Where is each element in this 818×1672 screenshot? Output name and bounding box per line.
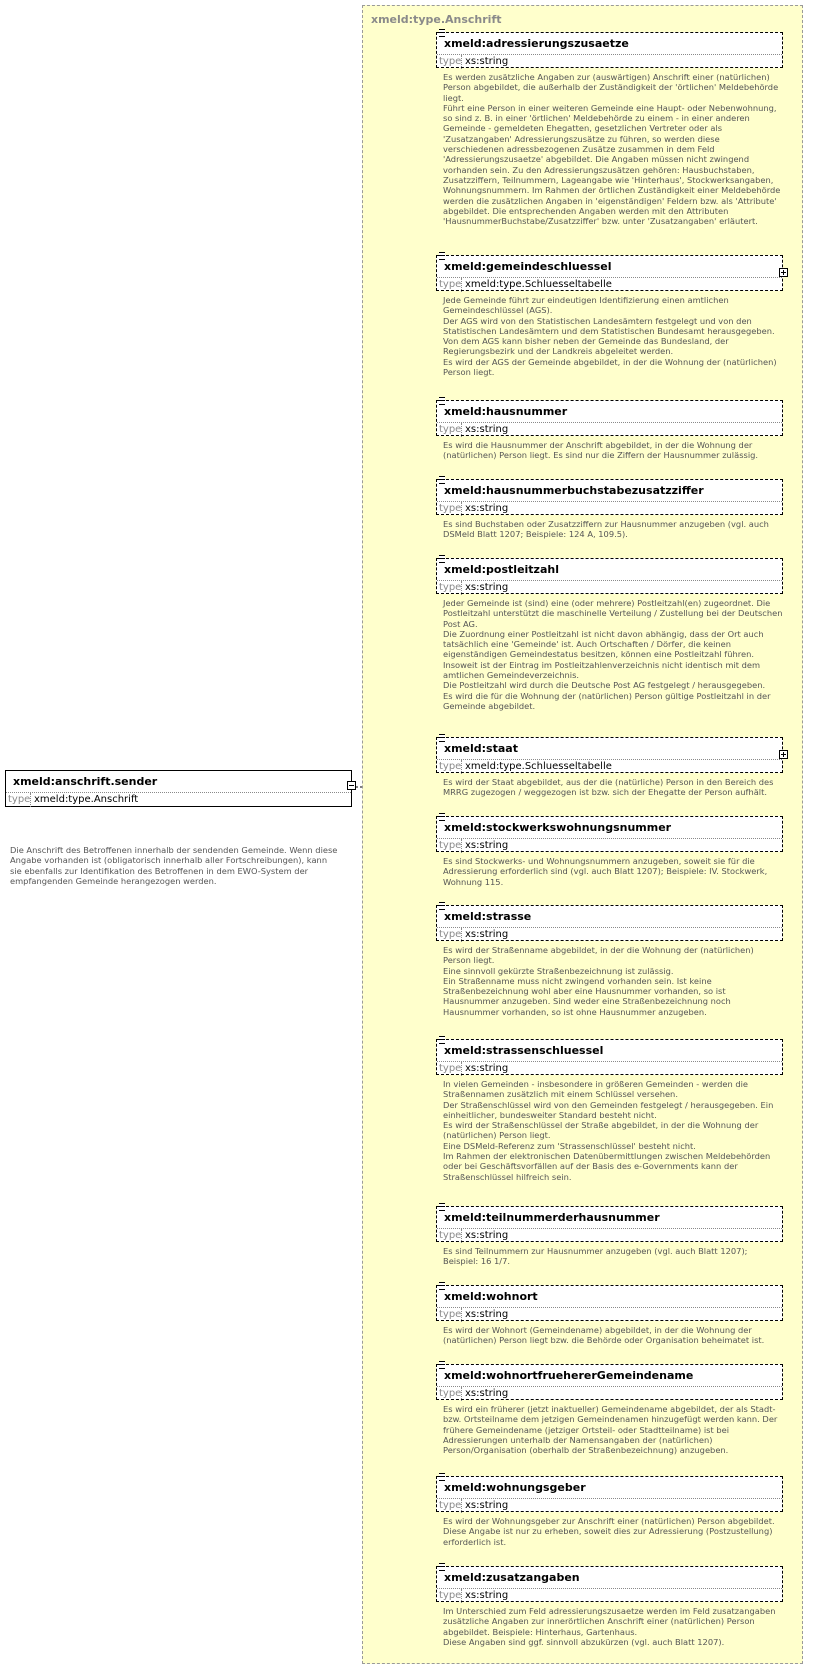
element-box-stockwerkswohnungsnummer[interactable]: [436, 816, 783, 852]
element-box-zusatzangaben[interactable]: [436, 1566, 783, 1602]
element-documentation-postleitzahl: Jeder Gemeinde ist (sind) eine (oder mehrere) Postleitzahl(en) zugeordnet. Die Postleitzahl unterstützt die maschinelle Verteilung / Zustellung bei der Deutschen Post AG. Die Zuordnung einer Postleitzahl ist nicht davon abhängig, dass der Ort auch tatsächlich eine 'Gemeinde' ist. Auch Ortschaften / Dörfer, die keinen eigenständigen Gemeindestatus besitzen, können eine Postleitzahl führen. Insoweit ist der Eintrag im Postleitzahlenverzeichnis nicht identisch mit dem amtlichen Gemeindeverzeichnis. Die Postleitzahl wird durch die Deutsche Post AG festgelegt / herausgegeben. Es wird die für die Wohnung der (natürlichen) Person gültige Postleitzahl in der Gemeinde abgebildet.: [443, 598, 783, 711]
element-type-label: type: [439, 1230, 462, 1241]
element-box-strassenschluessel[interactable]: [436, 1039, 783, 1075]
element-type-label: type: [439, 840, 462, 851]
element-name: xmeld:wohnungsgeber: [437, 1477, 782, 1499]
element-box-strasse[interactable]: [436, 905, 783, 941]
element-box-hausnummerbuchstabezusatzziffer[interactable]: [436, 479, 783, 515]
root-type-label: type: [8, 794, 31, 805]
element-type-row: [437, 1308, 782, 1322]
element-type-row: [437, 423, 782, 437]
element-attribute-icon: [439, 813, 445, 821]
element-type-label: type: [439, 503, 462, 514]
element-type-value: xs:string: [465, 1063, 509, 1074]
element-type-value: xs:string: [465, 840, 509, 851]
element-name: xmeld:strasse: [437, 906, 782, 928]
element-type-row: [437, 278, 782, 292]
element-box-staat[interactable]: [436, 737, 783, 773]
element-attribute-icon: [439, 1361, 445, 1369]
element-name: xmeld:postleitzahl: [437, 559, 782, 581]
element-name: xmeld:hausnummerbuchstabezusatzziffer: [437, 480, 782, 502]
element-type-row: [437, 581, 782, 595]
element-attribute-icon: [439, 734, 445, 742]
element-name: xmeld:strassenschluessel: [437, 1040, 782, 1062]
element-type-value: xs:string: [465, 1230, 509, 1241]
element-type-value: xs:string: [465, 1500, 509, 1511]
element-type-row: [437, 1589, 782, 1603]
element-name: xmeld:wohnort: [437, 1286, 782, 1308]
element-documentation-wohnungsgeber: Es wird der Wohnungsgeber zur Anschrift einer (natürlichen) Person abgebildet. Diese Angabe ist nur zu erheben, soweit dies zur Adressierung (Postzustellung) erforderlich ist.: [443, 1516, 775, 1547]
element-type-label: type: [439, 1500, 462, 1511]
element-attribute-icon: [439, 1473, 445, 1481]
element-type-label: type: [439, 1063, 462, 1074]
element-attribute-icon: [439, 29, 445, 37]
element-type-value: xs:string: [465, 1388, 509, 1399]
element-box-postleitzahl[interactable]: [436, 558, 783, 594]
element-type-label: type: [439, 1388, 462, 1399]
element-name: xmeld:gemeindeschluessel: [437, 256, 782, 278]
element-type-row: [437, 839, 782, 853]
element-type-value: xs:string: [465, 56, 509, 67]
element-type-row: [437, 502, 782, 516]
root-element-name: xmeld:anschrift.sender: [6, 771, 351, 793]
element-type-label: type: [439, 1309, 462, 1320]
element-attribute-icon: [439, 1036, 445, 1044]
expand-icon[interactable]: [779, 268, 788, 277]
root-element-box[interactable]: [5, 770, 352, 807]
element-documentation-staat: Es wird der Staat abgebildet, aus der die (natürliche) Person in den Bereich des MRRG zugezogen / weggezogen ist bzw. sich der Ehegatte der Person aufhält.: [443, 777, 774, 798]
root-type-row: [6, 793, 351, 807]
element-type-value: xmeld:type.Schluesseltabelle: [465, 279, 612, 290]
element-name: xmeld:staat: [437, 738, 782, 760]
expand-icon[interactable]: [779, 750, 788, 759]
element-attribute-icon: [439, 1563, 445, 1571]
element-type-value: xmeld:type.Schluesseltabelle: [465, 761, 612, 772]
element-documentation-stockwerkswohnungsnummer: Es sind Stockwerks- und Wohnungsnummern anzugeben, soweit sie für die Adressierung erforderlich sind (vgl. auch Blatt 1207); Beispiele: IV. Stockwerk, Wohnung 115.: [443, 856, 768, 887]
element-attribute-icon: [439, 1203, 445, 1211]
element-type-row: [437, 1229, 782, 1243]
element-name: xmeld:wohnortfruehererGemeindename: [437, 1365, 782, 1387]
element-type-label: type: [439, 582, 462, 593]
element-box-teilnummerderhausnummer[interactable]: [436, 1206, 783, 1242]
element-documentation-strassenschluessel: In vielen Gemeinden - insbesondere in größeren Gemeinden - werden die Straßennamen zusätzlich mit einem Schlüssel versehen. Der Straßenschlüssel wird von den Gemeinden festgelegt / herausgegeben. Ein einheitlicher, bundesweiter Standard besteht nicht. Es wird der Straßenschlüssel der Straße abgebildet, in der die Wohnung der (natürlichen) Person liegt. Eine DSMeld-Referenz zum 'Strassenschlüssel' besteht nicht. Im Rahmen der elektronischen Datenübermittlungen zwischen Meldebehörden oder bei Geschäftsvorfällen auf der Basis des e-Governments kann der Straßenschlüssel hilfreich sein.: [443, 1079, 774, 1182]
element-box-wohnungsgeber[interactable]: [436, 1476, 783, 1512]
element-type-row: [437, 928, 782, 942]
element-name: xmeld:teilnummerderhausnummer: [437, 1207, 782, 1229]
element-box-wohnortfrueherergemeindename[interactable]: [436, 1364, 783, 1400]
element-attribute-icon: [439, 1282, 445, 1290]
element-type-label: type: [439, 279, 462, 290]
element-attribute-icon: [439, 555, 445, 563]
element-type-row: [437, 1499, 782, 1513]
element-name: xmeld:zusatzangaben: [437, 1567, 782, 1589]
element-type-label: type: [439, 56, 462, 67]
root-documentation: Die Anschrift des Betroffenen innerhalb der sendenden Gemeinde. Wenn diese Angabe vorhanden ist (obligatorisch innerhalb aller Fortschreibungen), kann sie ebenfalls zur Identifikation des Betroffenen in dem EWO-System der empfangenden Gemeinde herangezogen werden.: [10, 845, 338, 886]
element-type-value: xs:string: [465, 503, 509, 514]
element-attribute-icon: [439, 397, 445, 405]
element-box-adressierungszusaetze[interactable]: [436, 32, 783, 68]
element-attribute-icon: [439, 252, 445, 260]
element-box-wohnort[interactable]: [436, 1285, 783, 1321]
element-attribute-icon: [439, 476, 445, 484]
element-name: xmeld:adressierungszusaetze: [437, 33, 782, 55]
element-documentation-hausnummerbuchstabezusatzziffer: Es sind Buchstaben oder Zusatzziffern zur Hausnummer anzugeben (vgl. auch DSMeld Blatt 1207; Beispiele: 124 A, 109.5).: [443, 519, 769, 540]
group-title: xmeld:type.Anschrift: [371, 13, 502, 26]
element-type-row: [437, 55, 782, 69]
element-type-value: xs:string: [465, 424, 509, 435]
element-type-row: [437, 1062, 782, 1076]
element-name: xmeld:hausnummer: [437, 401, 782, 423]
element-documentation-teilnummerderhausnummer: Es sind Teilnummern zur Hausnummer anzugeben (vgl. auch Blatt 1207); Beispiel: 16 1/7.: [443, 1246, 748, 1267]
root-collapse-icon[interactable]: [347, 781, 356, 790]
element-documentation-adressierungszusaetze: Es werden zusätzliche Angaben zur (auswärtigen) Anschrift einer (natürlichen) Person abgebildet, die außerhalb der Zuständigkeit der 'örtlichen' Meldebehörde liegt. Führt eine Person in einer weiteren Gemeinde eine Haupt- oder Nebenwohnung, so sind z. B. in einer 'örtlichen' Meldebehörde zu einem - in einer anderen Gemeinde - gemeldeten Ehegatten, gesetzlichen Vertreter oder als 'Zusatzangaben' Adressierungszusätze zu führen, so werden diese verschiedenen adressbezogenen Zusätze zusammen in dem Feld 'Adressierungszusaetze' abgebildet. Die Angaben müssen nicht zwingend vorhanden sein. Zu den Adressierungszusätzen gehören: Hausbuchstaben, Zusatzziffern, Teilnummern, Lageangabe wie 'Hinterhaus', Stockwerksangaben, Wohnungsnummern. Im Rahmen der örtlichen Zuständigkeit einer Meldebehörde werden die zusätzlichen Angaben in 'eigenständigen' Feldern bzw. als 'Attribute' abgebildet. Die entsprechenden Angaben werden mit den Attributen 'HausnummerBuchstabe/Zusatzziffer' bzw. unter 'Zusatzangaben' erläutert.: [443, 72, 781, 227]
element-type-row: [437, 1387, 782, 1401]
element-name: xmeld:stockwerkswohnungsnummer: [437, 817, 782, 839]
element-type-value: xs:string: [465, 582, 509, 593]
element-attribute-icon: [439, 902, 445, 910]
element-type-label: type: [439, 929, 462, 940]
element-type-value: xs:string: [465, 1309, 509, 1320]
element-box-hausnummer[interactable]: [436, 400, 783, 436]
element-type-value: xs:string: [465, 929, 509, 940]
element-documentation-hausnummer: Es wird die Hausnummer der Anschrift abgebildet, in der die Wohnung der (natürlichen) Person liegt. Es sind nur die Ziffern der Hausnummer zulässig.: [443, 440, 759, 461]
element-documentation-gemeindeschluessel: Jede Gemeinde führt zur eindeutigen Identifizierung einen amtlichen Gemeindeschlüssel (AGS). Der AGS wird von den Statistischen Landesämtern festgelegt und von den Statistischen Landesämtern und dem Statistischen Bundesamt herausgegeben. Von dem AGS kann bisher neben der Gemeinde das Bundesland, der Regierungsbezirk und der Landkreis abgeleitet werden. Es wird der AGS der Gemeinde abgebildet, in der die Wohnung der (natürlichen) Person liegt.: [443, 295, 777, 378]
element-type-label: type: [439, 761, 462, 772]
element-documentation-wohnortfrueherergemeindename: Es wird ein früherer (jetzt inaktueller) Gemeindename abgebildet, der als Stadt- bzw. Ortsteilname dem jetzigen Gemeindenamen hinzugefügt werden kann. Der frühere Gemeindename (jetziger Ortsteil- oder Stadtteilname) ist bei Adressierungen unterhalb der Namensangaben der (natürlichen) Person/Organisation (oberhalb der Straßenbezeichnung) anzugeben.: [443, 1404, 778, 1456]
element-documentation-strasse: Es wird der Straßenname abgebildet, in der die Wohnung der (natürlichen) Person liegt. Eine sinnvoll gekürzte Straßenbezeichnung ist zulässig. Ein Straßenname muss nicht zwingend vorhanden sein. Ist keine Straßenbezeichnung wohl aber eine Hausnummer vorhanden, so ist Hausnummer anzugeben. Sind weder eine Straßenbezeichnung noch Hausnummer vorhanden, so ist ohne Hausnummer anzugeben.: [443, 945, 754, 1017]
element-type-label: type: [439, 424, 462, 435]
element-type-label: type: [439, 1590, 462, 1601]
element-documentation-wohnort: Es wird der Wohnort (Gemeindename) abgebildet, in der die Wohnung der (natürlichen) Person liegt bzw. die Behörde oder Organisation beheimatet ist.: [443, 1325, 765, 1346]
root-type-value: xmeld:type.Anschrift: [34, 794, 139, 805]
element-type-value: xs:string: [465, 1590, 509, 1601]
element-box-gemeindeschluessel[interactable]: [436, 255, 783, 291]
element-type-row: [437, 760, 782, 774]
element-documentation-zusatzangaben: Im Unterschied zum Feld adressierungszusaetze werden im Feld zusatzangaben zusätzliche Angaben zur innerörtlichen Anschrift einer (natürlichen) Person abgebildet. Beispiele: Hinterhaus, Gartenhaus. Diese Angaben sind ggf. sinnvoll abzukürzen (vgl. auch Blatt 1207).: [443, 1606, 776, 1647]
